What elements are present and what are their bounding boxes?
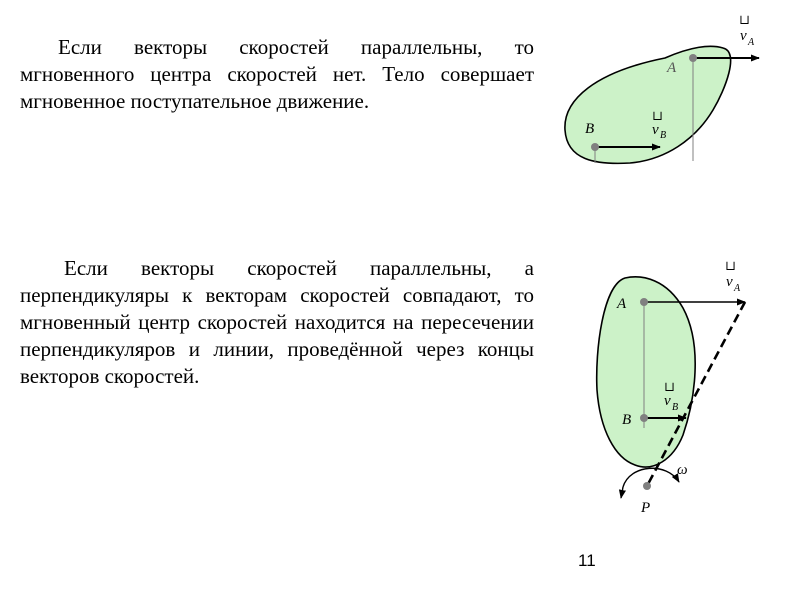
velocity-b-symbol: v bbox=[664, 393, 671, 409]
velocity-b-symbol: v bbox=[652, 122, 659, 138]
vector-mark-b: ⊔ bbox=[652, 108, 663, 123]
figure-instant-center bbox=[555, 250, 800, 530]
point-a-dot bbox=[640, 298, 648, 306]
angular-velocity-arc-left bbox=[621, 487, 623, 498]
point-a-label: A bbox=[667, 60, 677, 76]
point-b-dot bbox=[640, 414, 648, 422]
velocity-a-subscript: A bbox=[734, 283, 741, 294]
velocity-b-subscript: B bbox=[672, 402, 679, 413]
paragraph-no-instant-center: Если векторы скоростей параллельны, то мгновенного центра скоростей нет. Тело совершает мгновенное поступательное движение. bbox=[20, 35, 534, 113]
point-a-dot bbox=[689, 54, 697, 62]
point-b-dot bbox=[591, 143, 599, 151]
velocity-b-subscript: B bbox=[660, 130, 667, 141]
point-b-label: B bbox=[622, 412, 632, 428]
vector-mark-a: ⊔ bbox=[739, 12, 750, 27]
velocity-a-subscript: A bbox=[748, 37, 755, 48]
point-b-label: B bbox=[585, 121, 595, 137]
point-p-label: P bbox=[641, 500, 651, 516]
paragraph-instant-center-intersection: Если векторы скоростей параллельны, а перпендикуляры к векторам скоростей совпадают, то мгновенный центр скоростей находится на пересечении перпендикуляров и линии, проведённой через концы векторов скоростей. bbox=[20, 256, 534, 388]
point-p-dot bbox=[643, 482, 651, 490]
point-a-label: A bbox=[617, 296, 627, 312]
velocity-a-symbol: v bbox=[726, 274, 733, 290]
figure-translational-motion bbox=[555, 0, 800, 190]
vector-mark-a: ⊔ bbox=[725, 258, 736, 273]
velocity-a-symbol: v bbox=[740, 28, 747, 44]
page-number: 11 bbox=[578, 551, 596, 570]
rigid-body-shape bbox=[565, 46, 731, 163]
vector-mark-b: ⊔ bbox=[664, 379, 675, 394]
omega-label: ω bbox=[677, 462, 688, 478]
